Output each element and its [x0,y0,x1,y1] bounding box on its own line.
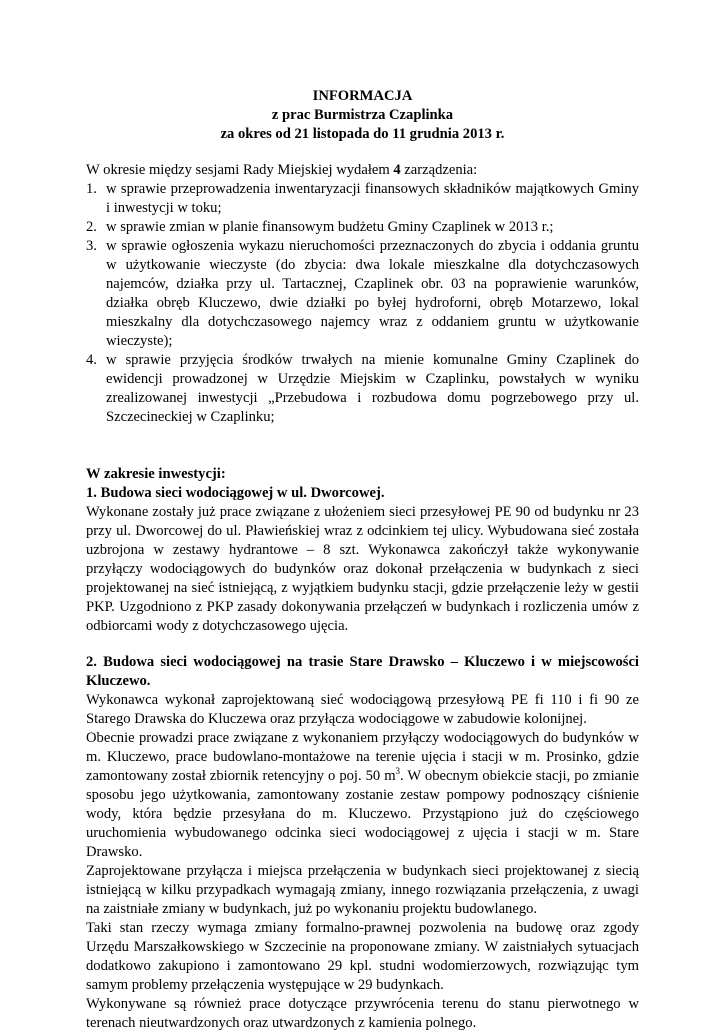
intro-paragraph [86,161,639,180]
document-page [86,87,639,1033]
cubic-superscript: 3 [395,766,401,777]
doc-title: INFORMACJA [312,88,413,104]
list-item-number: 2. [86,219,97,235]
list-item-text: w sprawie przyjęcia środków trwałych na mienie komunalne Gminy Czaplinek do ewidencji prowadzonej w Urzędzie Miejskim w Czaplinku, powstałych w wyniku zrealizowanej inwestycji „Przebudowa i rozbudowa domu pogrzebowego przy ul. Szczecineckiej w Czaplinku; [106,352,639,425]
list-item-text: w sprawie ogłoszenia wykazu nieruchomości przeznaczonych do zbycia i oddania gruntu w użytkowanie wieczyste (do zbycia: dwa lokale mieszkalne dla dotychczasowych najemców, działka przy ul. Tartacznej, Czaplinek obr. 03 na poprawienie warunków, działka obręb Kluczewo, dwie działki po byłej hydroforni, obręb Motarzewo, lokal mieszkalny dla dotychczasowego najemcy wraz z oddaniem gruntu w użytkowanie wieczyste); [106,238,639,349]
list-item [86,218,639,237]
section-2-paragraph-4: Taki stan rzeczy wymaga zmiany formalno-prawnej pozwolenia na budowę oraz zgody Urzędu Marszałkowskiego w Szczecinie na proponowane zmiany. W zaistniałych sytuacjach dodatkowo zakupiono i zamontowano 29 kpl. studni wodomierzowych, rozwiązując tym samym problemy przełączenia występujące w 29 budynkach. [86,920,639,993]
orders-list [86,180,639,427]
section-2-paragraph-5: Wykonywane są również prace dotyczące przywrócenia terenu do stanu pierwotnego w terenach nieutwardzonych oraz utwardzonych z kamienia polnego. [86,996,639,1031]
list-item [86,180,639,218]
section-2-paragraph-2 [86,729,639,862]
doc-period: za okres od 21 listopada do 11 grudnia 2013 r. [220,126,505,142]
list-item-text: w sprawie przeprowadzenia inwentaryzacji finansowych składników majątkowych Gminy i inwestycji w toku; [106,181,639,216]
investments-heading: W zakresie inwestycji: [86,466,226,482]
list-item-text: w sprawie zmian w planie finansowym budżetu Gminy Czaplinek w 2013 r.; [106,219,554,235]
list-item-number: 4. [86,352,97,368]
list-item [86,351,639,427]
section-1-body: Wykonane zostały już prace związane z ułożeniem sieci przesyłowej PE 90 od budynku nr 23 przy ul. Dworcowej do ul. Pławieńskiej wraz z odcinkiem tej ulicy. Wybudowana sieć została uzbrojona w zestawy hydrantowe – 8 szt. Wykonawca zakończył także wykonywanie przyłączy wodociągowych do budynków oraz dokonał przełączenia w budynkach z sieci projektowanej na sieć istniejącą, z wyjątkiem budynku stacji, gdzie przełączenie leży w gestii PKP. Uzgodniono z PKP zasady dokonywania przełączeń w budynkach i rozliczenia umów z odbiorcami wody z dotychczasowego ujęcia. [86,504,639,634]
list-item-number: 1. [86,181,97,197]
section-1-title: 1. Budowa sieci wodociągowej w ul. Dworcowej. [86,485,385,501]
intro-prefix: W okresie między sesjami Rady Miejskiej wydałem [86,162,394,178]
orders-count: 4 [393,162,401,178]
doc-subtitle: z prac Burmistrza Czaplinka [271,107,454,123]
section-2-paragraph-2-b: . W obecnym obiekcie stacji, po zmianie sposobu jego użytkowania, zamontowany zostanie zestaw pompowy podnoszący ciśnienie wody, która będzie przesyłana do m. Kluczewo. Przystąpiono już do częściowego uruchomienia wybudowanego odcinka sieci wodociągowej z ujęcia i stacji w m. Stare Drawsko. [86,768,639,860]
section-2-paragraph-3: Zaprojektowane przyłącza i miejsca przełączenia w budynkach sieci projektowanej z siecią istniejącą w kilku przypadkach wymagają zmiany, innego rozwiązania przełączenia, z uwagi na zaistniałe zmiany w budynkach, już po wykonaniu projektu budowlanego. [86,863,639,917]
section-2-paragraph-2-a: Obecnie prowadzi prace związane z wykonaniem przyłączy wodociągowych do budynków w m. Kluczewo, prace budowlano-montażowe na terenie ujęcia i stacji w m. Prosinko, gdzie zamontowany został zbiornik retencyjny o poj. 50 m [86,730,639,784]
list-item [86,237,639,351]
intro-suffix: zarządzenia: [400,162,478,178]
section-2-paragraph-1: Wykonawca wykonał zaprojektowaną sieć wodociągową przesyłową PE fi 110 i fi 90 ze Starego Drawska do Kluczewa oraz przyłącza wodociągowe w zabudowie kolonijnej. [86,692,639,727]
list-item-number: 3. [86,238,97,254]
section-2-title: 2. Budowa sieci wodociągowej na trasie Stare Drawsko – Kluczewo i w miejscowości Kluczewo. [86,654,639,689]
